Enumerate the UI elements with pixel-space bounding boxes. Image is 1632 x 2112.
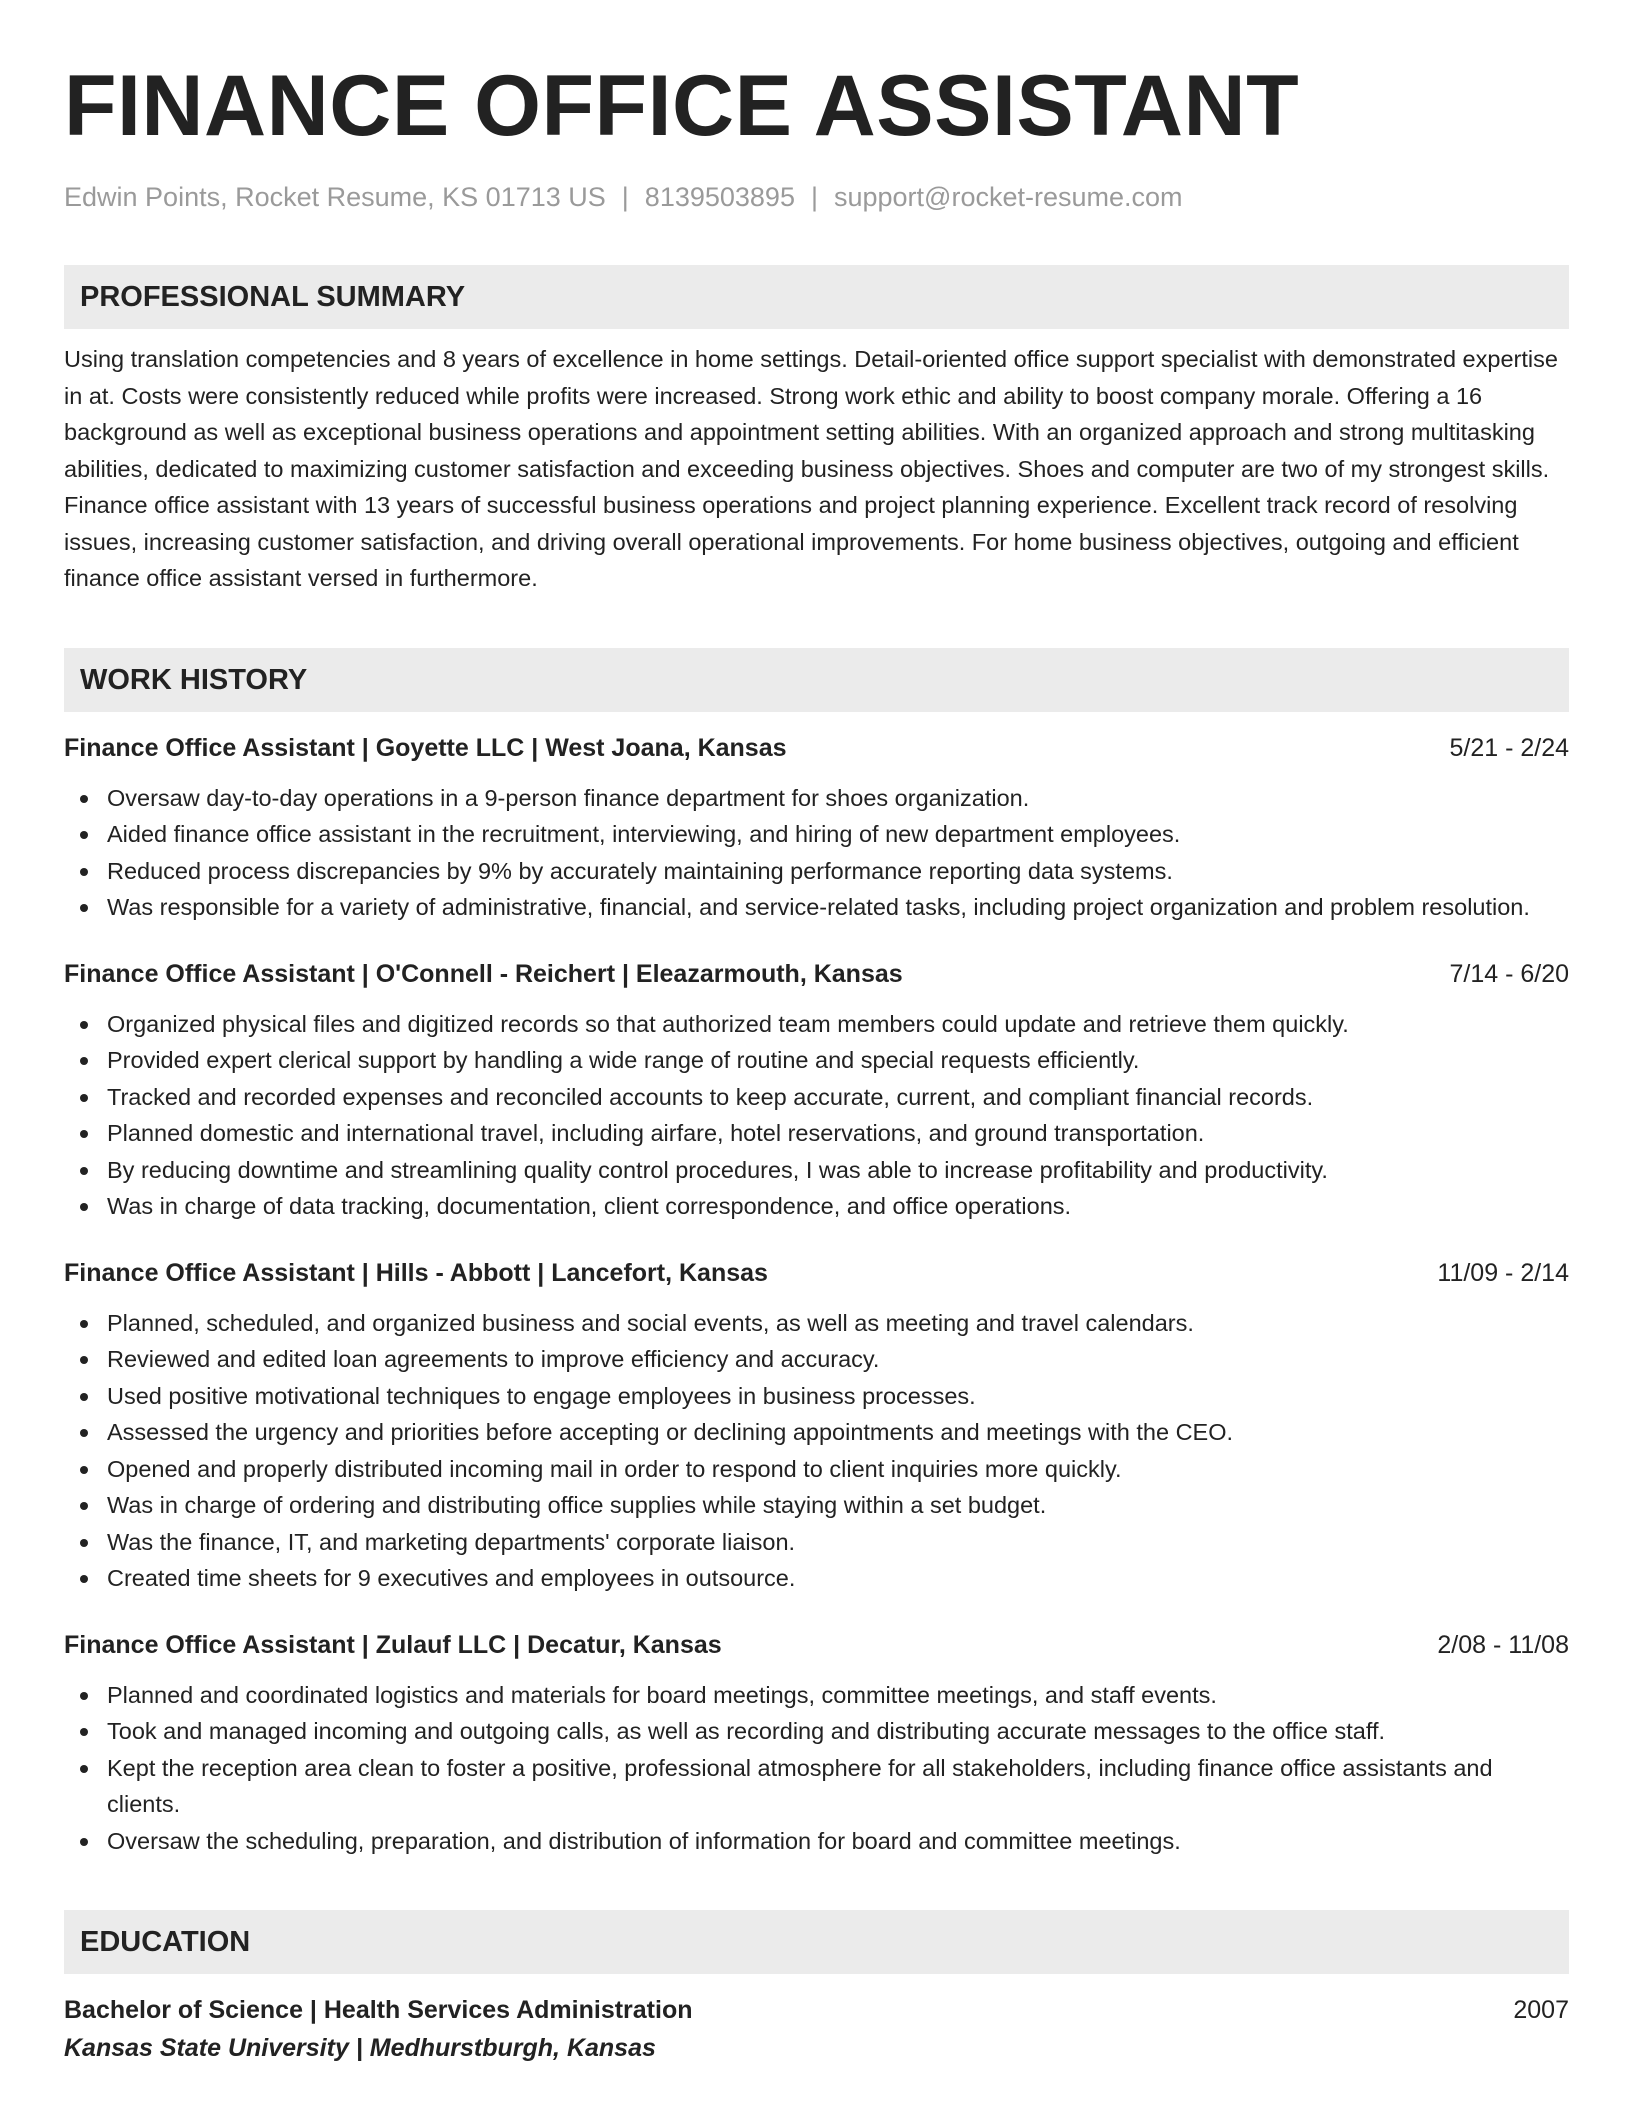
job-bullet (107, 853, 1569, 890)
job-bullet-list (64, 780, 1569, 926)
job-bullet-text: Aided finance office assistant in the recruitment, interviewing, and hiring of new department employees. (107, 821, 1181, 847)
job-bullet-text: Kept the reception area clean to foster a positive, professional atmosphere for all stakeholders, including finance office assistants and clients. (107, 1754, 1493, 1817)
contact-address: Edwin Points, Rocket Resume, KS 01713 US (64, 182, 606, 212)
job-dates: 2/08 - 11/08 (1437, 1630, 1569, 1659)
job-bullet-text: Was responsible for a variety of administrative, financial, and service-related tasks, including project organization and problem resolution. (107, 894, 1530, 920)
job-bullet-text: Reduced process discrepancies by 9% by accurately maintaining performance reporting data systems. (107, 857, 1173, 884)
education-school: Kansas State University | Medhurstburgh, Kansas (64, 2034, 656, 2062)
job-bullet-list (64, 1305, 1569, 1597)
job-bullet (107, 1115, 1569, 1152)
job-bullet-list (64, 1006, 1569, 1225)
education-header (64, 1992, 1569, 2028)
section-heading-work-history: WORK HISTORY (64, 648, 1569, 712)
contact-line (64, 180, 1569, 214)
bullet-dot-icon (80, 1203, 88, 1211)
contact-phone: 8139503895 (644, 182, 795, 212)
job-dates: 11/09 - 2/14 (1437, 1258, 1569, 1287)
bullet-dot-icon (80, 831, 88, 839)
bullet-dot-icon (80, 1167, 88, 1175)
job-bullet-text: Planned and coordinated logistics and materials for board meetings, committee meetings, and staff events. (107, 1681, 1217, 1708)
job-bullet (107, 1378, 1569, 1415)
job-header (64, 1627, 1569, 1663)
bullet-dot-icon (80, 1502, 88, 1510)
job-title: Finance Office Assistant | Hills - Abbott | Lancefort, Kansas (64, 1258, 768, 1287)
bullet-dot-icon (80, 1539, 88, 1547)
job-bullet (107, 1487, 1569, 1524)
bullet-dot-icon (80, 1057, 88, 1065)
job-dates: 5/21 - 2/24 (1449, 733, 1569, 762)
bullet-dot-icon (80, 1393, 88, 1401)
job-bullet-text: Provided expert clerical support by handling a wide range of routine and special requests efficiently. (107, 1047, 1140, 1073)
bullet-dot-icon (80, 1575, 88, 1583)
summary-paragraph: Using translation competencies and 8 years of excellence in home settings. Detail-oriented office support specialist with demonstrated expertise in at. Costs were consistently reduced while profits were increased. Strong work ethic and ability to boost company morale. Offering a 16 background as well as exceptional business operations and appointment setting abilities. With an organized approach and strong multitasking abilities, dedicated to maximizing customer satisfaction and exceeding business objectives. Shoes and computer are two of my strongest skills. Finance office assistant with 13 years of successful business operations and project planning experience. Excellent track record of resolving issues, increasing customer satisfaction, and driving overall operational improvements. For home business objectives, outgoing and efficient finance office assistant versed in furthermore. (64, 346, 1558, 591)
contact-separator: | (621, 182, 629, 212)
work-history-list (64, 730, 1569, 1860)
bullet-dot-icon (80, 1130, 88, 1138)
job-bullet (107, 1524, 1569, 1561)
job-title: Finance Office Assistant | Goyette LLC | West Joana, Kansas (64, 733, 787, 762)
bullet-dot-icon (80, 1356, 88, 1364)
job-entry (64, 1627, 1569, 1860)
bullet-dot-icon (80, 1021, 88, 1029)
bullet-dot-icon (80, 795, 88, 803)
job-bullet-text: Assessed the urgency and priorities before accepting or declining appointments and meetings with the CEO. (107, 1419, 1234, 1445)
job-entry (64, 730, 1569, 926)
job-entry (64, 1255, 1569, 1597)
job-bullet-text: Organized physical files and digitized records so that authorized team members could update and retrieve them quickly. (107, 1010, 1349, 1037)
bullet-dot-icon (80, 1466, 88, 1474)
job-bullet-text: Was the finance, IT, and marketing departments' corporate liaison. (107, 1528, 796, 1555)
job-dates: 7/14 - 6/20 (1449, 959, 1569, 988)
job-bullet (107, 1006, 1569, 1043)
bullet-dot-icon (80, 1728, 88, 1736)
job-bullet-list (64, 1677, 1569, 1860)
bullet-dot-icon (80, 1429, 88, 1437)
job-bullet-text: Planned, scheduled, and organized business and social events, as well as meeting and travel calendars. (107, 1309, 1194, 1336)
job-bullet (107, 816, 1569, 853)
job-bullet (107, 1677, 1569, 1714)
education-entry (64, 1992, 1569, 2068)
job-bullet (107, 1750, 1569, 1823)
job-bullet (107, 1341, 1569, 1378)
job-bullet-text: Planned domestic and international travel, including airfare, hotel reservations, and ground transportation. (107, 1120, 1205, 1146)
job-bullet (107, 1414, 1569, 1451)
job-bullet-text: Oversaw day-to-day operations in a 9-person finance department for shoes organization. (107, 784, 1030, 811)
job-bullet (107, 1042, 1569, 1079)
job-bullet (107, 1152, 1569, 1189)
contact-email: support@rocket-resume.com (833, 182, 1183, 212)
education-year: 2007 (1513, 1996, 1569, 2024)
job-bullet (107, 1079, 1569, 1116)
bullet-dot-icon (80, 1692, 88, 1700)
bullet-dot-icon (80, 868, 88, 876)
job-bullet-text: Created time sheets for 9 executives and employees in outsource. (107, 1565, 796, 1591)
section-heading-education: EDUCATION (64, 1910, 1569, 1974)
bullet-dot-icon (80, 1765, 88, 1773)
section-heading-summary: PROFESSIONAL SUMMARY (64, 265, 1569, 329)
job-bullet (107, 1305, 1569, 1342)
job-bullet-text: Reviewed and edited loan agreements to improve efficiency and accuracy. (107, 1346, 880, 1372)
job-bullet (107, 1823, 1569, 1860)
job-header (64, 1255, 1569, 1291)
job-bullet (107, 1451, 1569, 1488)
job-bullet (107, 1188, 1569, 1225)
job-bullet-text: Used positive motivational techniques to engage employees in business processes. (107, 1382, 976, 1409)
education-degree: Bachelor of Science | Health Services Administration (64, 1996, 693, 2024)
job-title: Finance Office Assistant | Zulauf LLC | Decatur, Kansas (64, 1630, 722, 1659)
job-bullet-text: Opened and properly distributed incoming mail in order to respond to client inquiries more quickly. (107, 1455, 1122, 1482)
job-header (64, 956, 1569, 992)
job-bullet-text: Was in charge of ordering and distributing office supplies while staying within a set budget. (107, 1492, 1047, 1518)
bullet-dot-icon (80, 1094, 88, 1102)
bullet-dot-icon (80, 904, 88, 912)
job-bullet (107, 889, 1569, 926)
job-bullet (107, 1713, 1569, 1750)
job-bullet-text: Took and managed incoming and outgoing calls, as well as recording and distributing accurate messages to the office staff. (107, 1718, 1386, 1744)
job-entry (64, 956, 1569, 1225)
job-title: Finance Office Assistant | O'Connell - Reichert | Eleazarmouth, Kansas (64, 959, 903, 988)
job-bullet (107, 1560, 1569, 1597)
page-title: FINANCE OFFICE ASSISTANT (64, 58, 1300, 154)
job-bullet-text: Was in charge of data tracking, documentation, client correspondence, and office operations. (107, 1193, 1072, 1219)
job-header (64, 730, 1569, 766)
job-bullet-text: By reducing downtime and streamlining quality control procedures, I was able to increase profitability and productivity. (107, 1156, 1328, 1183)
job-bullet-text: Oversaw the scheduling, preparation, and distribution of information for board and committee meetings. (107, 1827, 1181, 1854)
contact-separator: | (810, 182, 818, 212)
bullet-dot-icon (80, 1320, 88, 1328)
bullet-dot-icon (80, 1838, 88, 1846)
job-bullet (107, 780, 1569, 817)
job-bullet-text: Tracked and recorded expenses and reconciled accounts to keep accurate, current, and compliant financial records. (107, 1083, 1314, 1110)
